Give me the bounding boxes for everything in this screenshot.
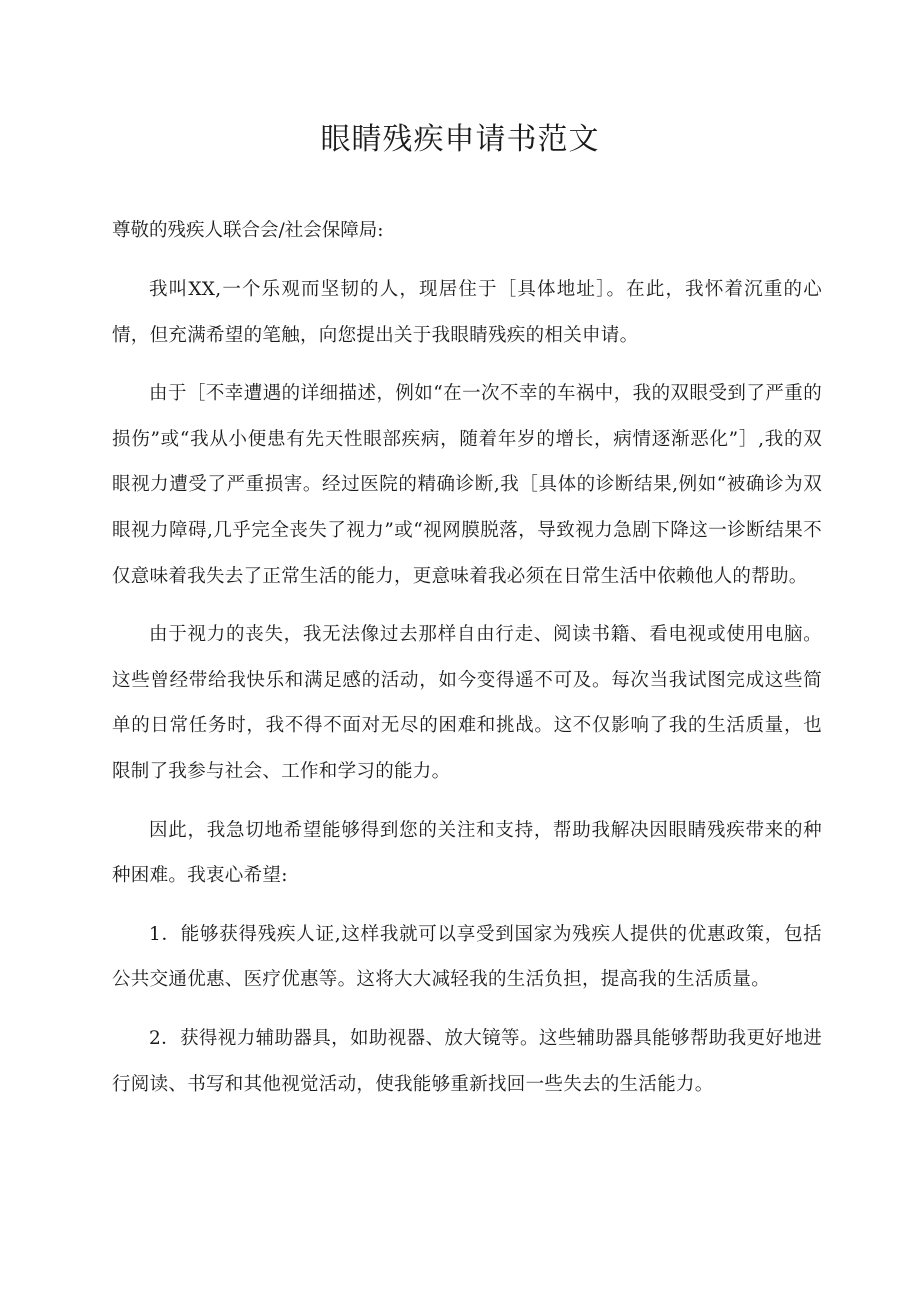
paragraph-introduction: 我叫XX,一个乐观而坚韧的人，现居住于［具体地址］。在此，我怀着沉重的心情，但充满希望的笔触，向您提出关于我眼睛残疾的相关申请。 xyxy=(112,279,822,346)
paragraph-impact: 由于视力的丧失，我无法像过去那样自由行走、阅读书籍、看电视或使用电脑。这些曾经带给我快乐和满足感的活动，如今变得遥不可及。每次当我试图完成这些简单的日常任务时，我不得不面对无尽的困难和挑战。这不仅影响了我的生活质量，也限制了我参与社会、工作和学习的能力。 xyxy=(112,624,822,782)
paragraph-item-2: 2．获得视力辅助器具，如助视器、放大镜等。这些辅助器具能够帮助我更好地进行阅读、书写和其他视觉活动，使我能够重新找回一些失去的生活能力。 xyxy=(112,1027,822,1095)
document-title: 眼睛残疾申请书范文 xyxy=(320,122,600,157)
paragraph-item-1: 1．能够获得残疾人证,这样我就可以享受到国家为残疾人提供的优惠政策，包括公共交通优惠、医疗优惠等。这将大大减轻我的生活负担，提高我的生活质量。 xyxy=(112,923,822,991)
paragraph-diagnosis: 由于［不幸遭遇的详细描述，例如“在一次不幸的车祸中，我的双眼受到了严重的损伤”或“我从小便患有先天性眼部疾病，随着年岁的增长，病情逐渐恶化”］,我的双眼视力遭受了严重损害。经过医院的精确诊断,我［具体的诊断结果,例如“被确诊为双眼视力障碍,几乎完全丧失了视力”或“视网膜脱落，导致视力急剧下降这一诊断结果不仅意味着我失去了正常生活的能力，更意味着我必须在日常生活中依赖他人的帮助。 xyxy=(112,383,822,587)
paragraph-request: 因此，我急切地希望能够得到您的关注和支持，帮助我解决因眼睛残疾带来的种种困难。我衷心希望: xyxy=(112,819,822,887)
salutation: 尊敬的残疾人联合会/社会保障局: xyxy=(112,220,384,241)
document-body xyxy=(112,208,822,1120)
